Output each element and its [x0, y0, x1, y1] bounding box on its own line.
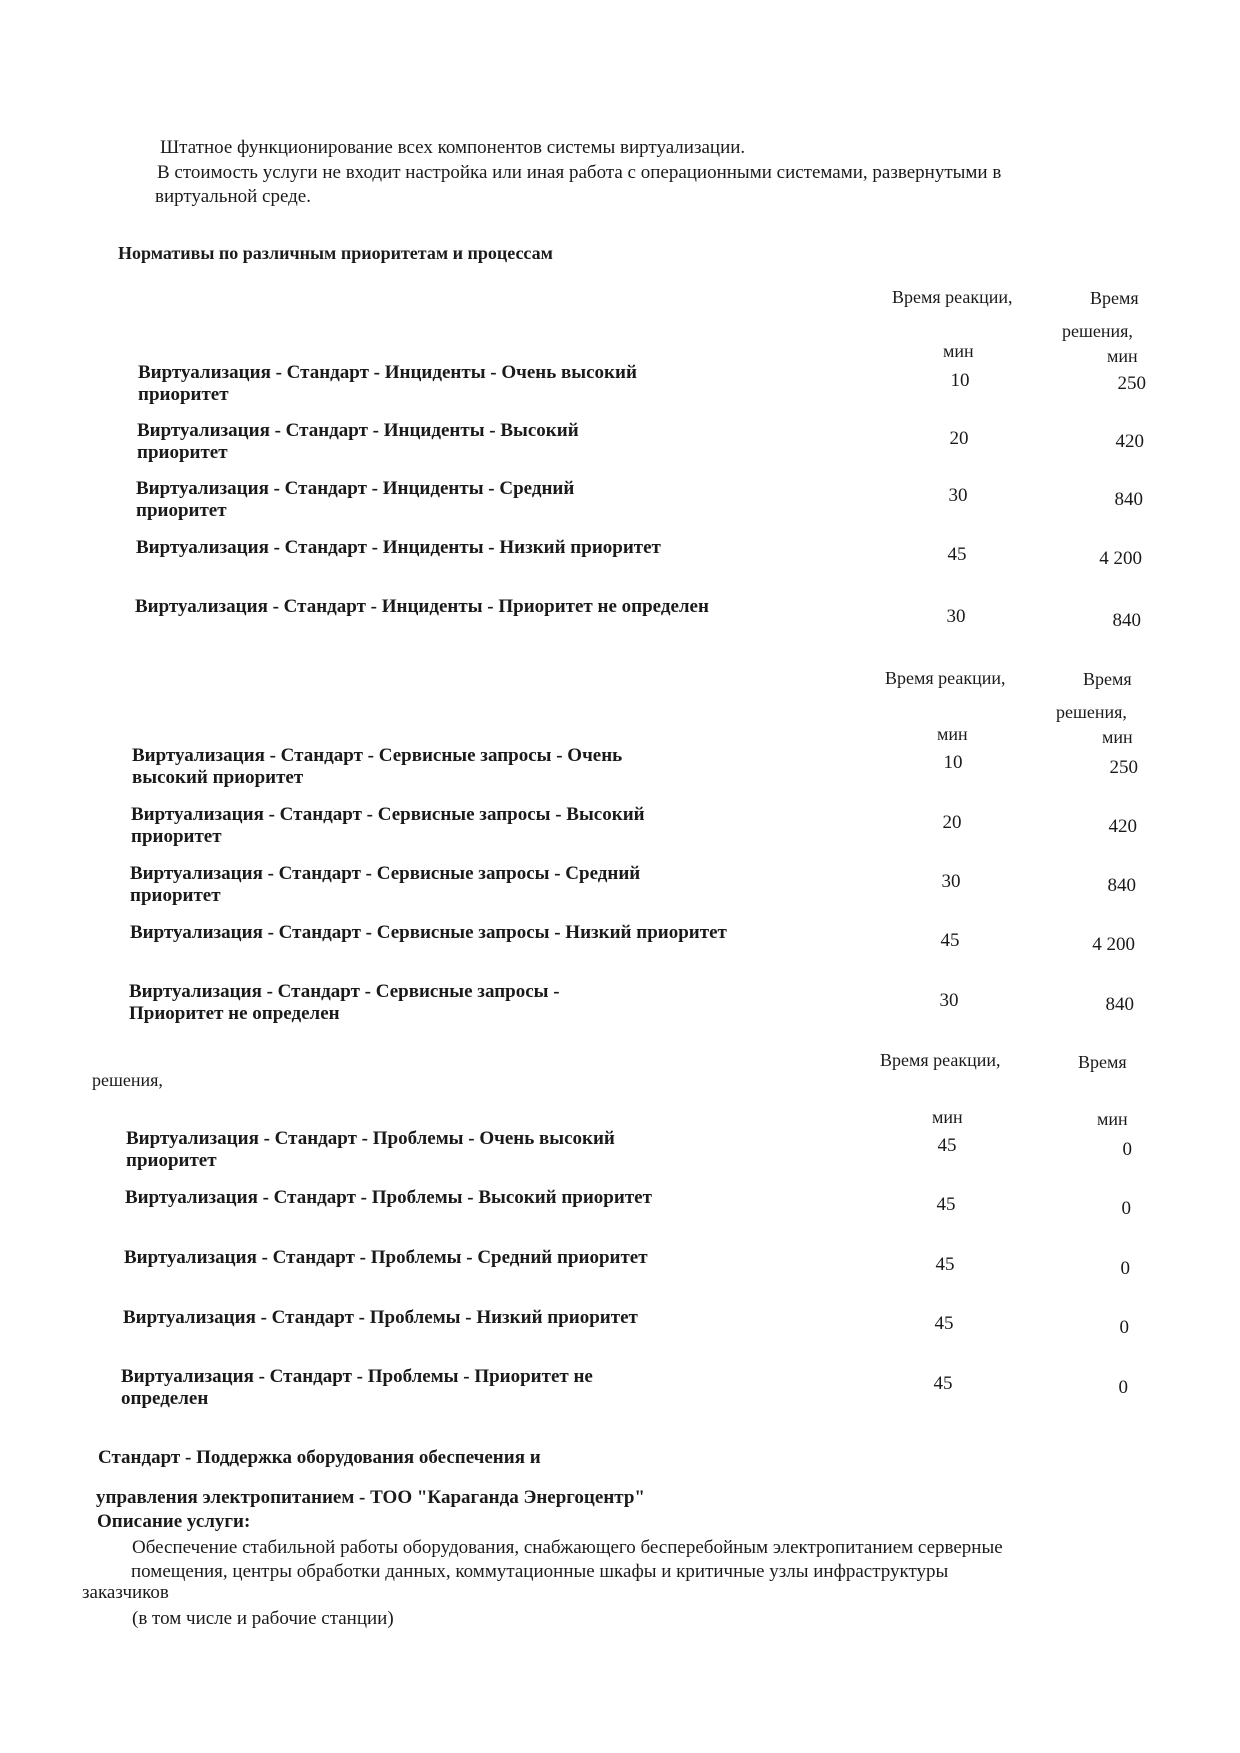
row-solution: 250	[1109, 757, 1138, 778]
service-title-line-1: Стандарт - Поддержка оборудования обеспечения и	[98, 1447, 541, 1468]
row-reaction: 20	[949, 428, 969, 449]
intro-line-2: В стоимость услуги не входит настройка или иная работа с операционными системами, развернутыми в	[157, 162, 1002, 183]
header-reaction-time: Время реакции,	[880, 1050, 1001, 1070]
row-reaction: 30	[941, 871, 961, 892]
row-reaction: 45	[936, 1194, 956, 1215]
row-reaction: 45	[933, 1373, 953, 1394]
header-unit-solution: мин	[1097, 1109, 1128, 1129]
row-label: Виртуализация - Стандарт - Сервисные запросы - Высокий приоритет	[131, 804, 645, 847]
row-reaction: 10	[950, 370, 970, 391]
row-label: Виртуализация - Стандарт - Инциденты - Очень высокий приоритет	[138, 362, 637, 405]
row-solution: 4 200	[1092, 934, 1135, 955]
service-description-line-1: Обеспечение стабильной работы оборудования, снабжающего бесперебойным электропитанием серверные	[132, 1537, 1003, 1558]
row-solution: 0	[1120, 1258, 1130, 1279]
row-label: Виртуализация - Стандарт - Проблемы - Очень высокий приоритет	[126, 1128, 615, 1171]
section-title: Нормативы по различным приоритетам и процессам	[118, 243, 553, 263]
row-reaction: 45	[935, 1254, 955, 1275]
row-reaction: 45	[937, 1135, 957, 1156]
header-unit-reaction: мин	[937, 724, 968, 744]
row-reaction: 30	[939, 990, 959, 1011]
header-unit-solution: мин	[1107, 346, 1138, 366]
service-description-label: Описание услуги:	[97, 1511, 251, 1532]
row-label: Виртуализация - Стандарт - Сервисные запросы - Низкий приоритет	[130, 922, 727, 943]
row-label: Виртуализация - Стандарт - Проблемы - Приоритет не определен	[121, 1366, 593, 1409]
row-solution: 250	[1117, 373, 1146, 394]
service-description-line-2: помещения, центры обработки данных, коммутационные шкафы и критичные узлы инфраструктуры	[131, 1561, 949, 1582]
row-reaction: 45	[934, 1313, 954, 1334]
row-reaction: 10	[943, 752, 963, 773]
row-solution: 420	[1115, 431, 1144, 452]
row-solution: 840	[1112, 610, 1141, 631]
row-reaction: 45	[940, 930, 960, 951]
row-reaction: 30	[946, 606, 966, 627]
service-description-line-4: (в том числе и рабочие станции)	[132, 1608, 394, 1629]
header-solution-time: Время	[1083, 669, 1132, 689]
row-solution: 840	[1105, 994, 1134, 1015]
header-solution-time: Время	[1078, 1052, 1127, 1072]
row-label: Виртуализация - Стандарт - Сервисные запросы - Приоритет не определен	[129, 981, 560, 1024]
header-unit-reaction: мин	[943, 341, 974, 361]
row-reaction: 30	[948, 485, 968, 506]
row-solution: 4 200	[1099, 548, 1142, 569]
header-solution-time: Время	[1090, 288, 1139, 308]
row-label: Виртуализация - Стандарт - Проблемы - Низкий приоритет	[123, 1307, 638, 1328]
header-unit-solution: мин	[1102, 727, 1133, 747]
intro-line-3: виртуальной среде.	[155, 186, 311, 207]
row-label: Виртуализация - Стандарт - Инциденты - Высокий приоритет	[137, 420, 579, 463]
row-label: Виртуализация - Стандарт - Сервисные запросы - Средний приоритет	[130, 863, 641, 906]
header-solution-time-2: решения,	[1056, 702, 1127, 722]
row-label: Виртуализация - Стандарт - Инциденты - Средний приоритет	[136, 478, 575, 521]
row-reaction: 45	[947, 544, 967, 565]
row-label: Виртуализация - Стандарт - Сервисные запросы - Очень высокий приоритет	[132, 745, 623, 788]
header-reaction-time: Время реакции,	[885, 668, 1006, 688]
row-label: Виртуализация - Стандарт - Проблемы - Высокий приоритет	[125, 1187, 652, 1208]
row-label: Виртуализация - Стандарт - Инциденты - Приоритет не определен	[135, 596, 709, 617]
row-solution: 0	[1118, 1377, 1128, 1398]
row-solution: 840	[1107, 875, 1136, 896]
row-solution: 0	[1121, 1198, 1131, 1219]
header-unit-reaction: мин	[932, 1107, 963, 1127]
header-reaction-time: Время реакции,	[892, 287, 1013, 307]
header-solution-time-stray: решения,	[92, 1070, 163, 1090]
service-description-line-3: заказчиков	[82, 1582, 169, 1603]
row-solution: 0	[1122, 1139, 1132, 1160]
intro-line-1: Штатное функционирование всех компонентов системы виртуализации.	[160, 137, 746, 158]
service-title-line-2: управления электропитанием - ТОО "Караганда Энергоцентр"	[96, 1487, 645, 1508]
row-solution: 840	[1114, 489, 1143, 510]
row-label: Виртуализация - Стандарт - Проблемы - Средний приоритет	[124, 1247, 648, 1268]
header-solution-time-2: решения,	[1062, 321, 1133, 341]
row-solution: 0	[1119, 1317, 1129, 1338]
row-label: Виртуализация - Стандарт - Инциденты - Низкий приоритет	[136, 537, 661, 558]
row-solution: 420	[1108, 816, 1137, 837]
row-reaction: 20	[942, 812, 962, 833]
